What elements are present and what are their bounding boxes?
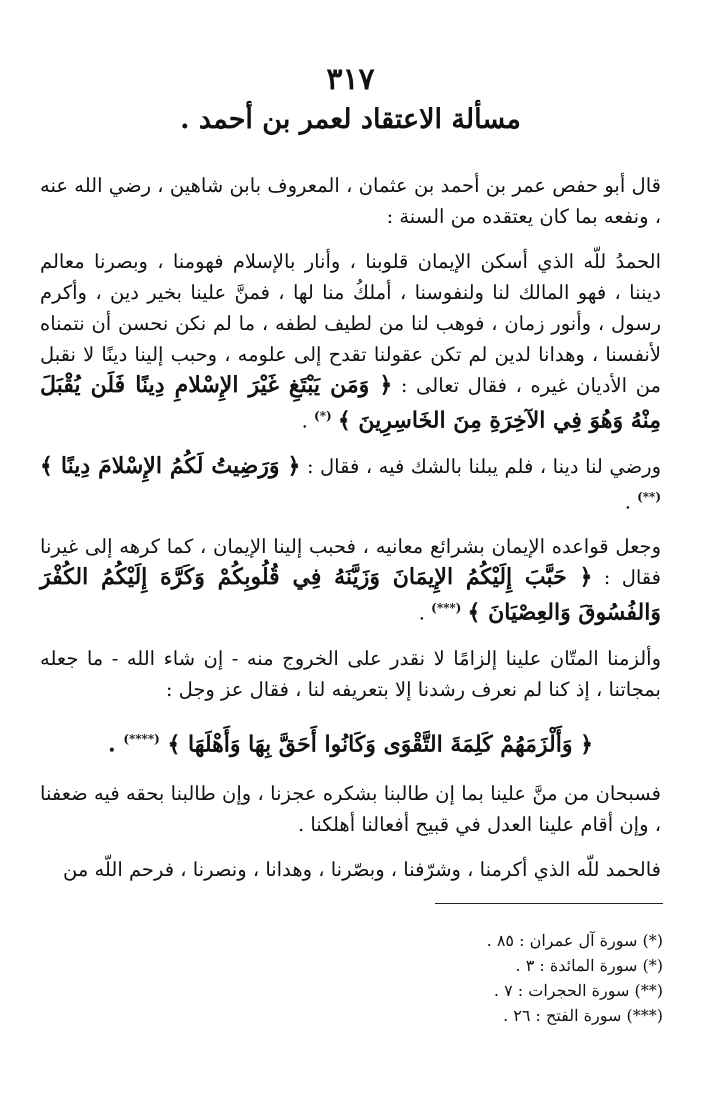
paragraph-1-end: . xyxy=(301,409,308,433)
intro-paragraph: قال أبو حفص عمر بن أحمد بن عثمان ، المعروف بابن شاهين ، رضي الله عنه ، ونفعه بما كان يعتقده من السنة : xyxy=(40,174,661,228)
footnote-divider xyxy=(435,903,663,904)
paragraph-1 xyxy=(40,246,661,437)
quran-verse-4-text: ﴿ وَأَلْزَمَهُمْ كَلِمَةَ التَّقْوَى وَكَانُوا أَحَقَّ بِهَا وَأَهْلَهَا ﴾ xyxy=(167,730,593,757)
footnote-mark-1: (*) xyxy=(314,409,332,423)
footnote-4: (***) سورة الفتح : ٢٦ . xyxy=(503,1006,663,1025)
paragraph-1-text: الحمدُ للّه الذي أسكن الإيمان قلوبنا ، وأنار بالإسلام فهومنا ، وبصرنا معالم ديننا ، فهو المالك لنا ولنفوسنا ، أملكُ منا لها ، فمنَّ علينا بخير دين ، وأكرم رسول ، وأنور زمان ، فوهب لنا من لطيف لطفه ، ما لم نكن نحسن أن نتمناه لأنفسنا ، وهدانا لدين لم تكن عقولنا تقدح إلى علومه ، وحبب إلينا دينًا لا نقبل من الأديان غيره ، فقال تعالى : xyxy=(40,250,661,397)
paragraph-3-text: وجعل قواعده الإيمان بشرائع معانيه ، فحبب إلينا الإيمان ، كما كرهه إلى غيرنا فقال : xyxy=(40,535,661,589)
quran-verse-4-end: . xyxy=(107,730,116,757)
quran-verse-1: ﴿ وَمَن يَبْتَغِ غَيْرَ الإِسْلامِ دِينًا فَلَن يُقْبَلَ مِنْهُ وَهُوَ فِي الآخِرَةِ مِنَ الخَاسِرِينَ ﴾ xyxy=(40,372,661,434)
paragraph-5: فسبحان من منَّ علينا بما إن طالبنا بشكره عجزنا ، وإن طالبنا بحقه فيه ضعفنا ، وإن أقام علينا العدل في قبيح أفعالنا أهلكنا . xyxy=(40,781,661,836)
paragraph-3-end: . xyxy=(418,601,425,625)
page-number: ٣١٧ xyxy=(326,62,375,97)
quran-verse-2: ﴿ وَرَضِيتُ لَكُمُ الإِسْلامَ دِينًا ﴾ xyxy=(40,452,301,479)
chapter-title: مسألة الاعتقاد لعمر بن أحمد . xyxy=(180,104,521,135)
footnote-mark-3: (***) xyxy=(431,601,462,615)
paragraph-3 xyxy=(40,531,661,629)
paragraph-2-text: ورضي لنا دينا ، فلم يبلنا بالشك فيه ، فقال : xyxy=(306,454,662,478)
footnote-2: (*) سورة المائدة : ٣ . xyxy=(515,956,663,975)
footnote-mark-2: (**) xyxy=(637,489,661,504)
paragraph-2-end: . xyxy=(624,490,631,513)
quran-verse-3: ﴿ حَبَّبَ إِلَيْكُمُ الإِيمَانَ وَزَيَّنَهُ فِي قُلُوبِكُمْ وَكَرَّهَ إِلَيْكُمُ الكُفْرَ وَالفُسُوقَ وَالعِصْيَانَ ﴾ xyxy=(40,564,661,626)
footnote-mark-4: (****) xyxy=(123,731,160,746)
paragraph-6: فالحمد للّه الذي أكرمنا ، وشرّفنا ، وبصّرنا ، وهدانا ، ونصرنا ، فرحم اللّه من xyxy=(62,857,661,881)
paragraph-4: وألزمنا المتّان علينا إلزامًا لا نقدر على الخروج منه - إن شاء الله - ما جعله بمجاتنا ، إذ كنا لم نعرف رشدنا إلا بتعريفه لنا ، فقال عز وجل : xyxy=(40,646,661,701)
paragraph-2 xyxy=(40,451,661,518)
footnote-1: (*) سورة آل عمران : ٨٥ . xyxy=(486,931,663,950)
quran-verse-4 xyxy=(40,719,661,764)
footnotes xyxy=(243,928,663,1028)
footnote-3: (**) سورة الحجرات : ٧ . xyxy=(493,981,663,1000)
